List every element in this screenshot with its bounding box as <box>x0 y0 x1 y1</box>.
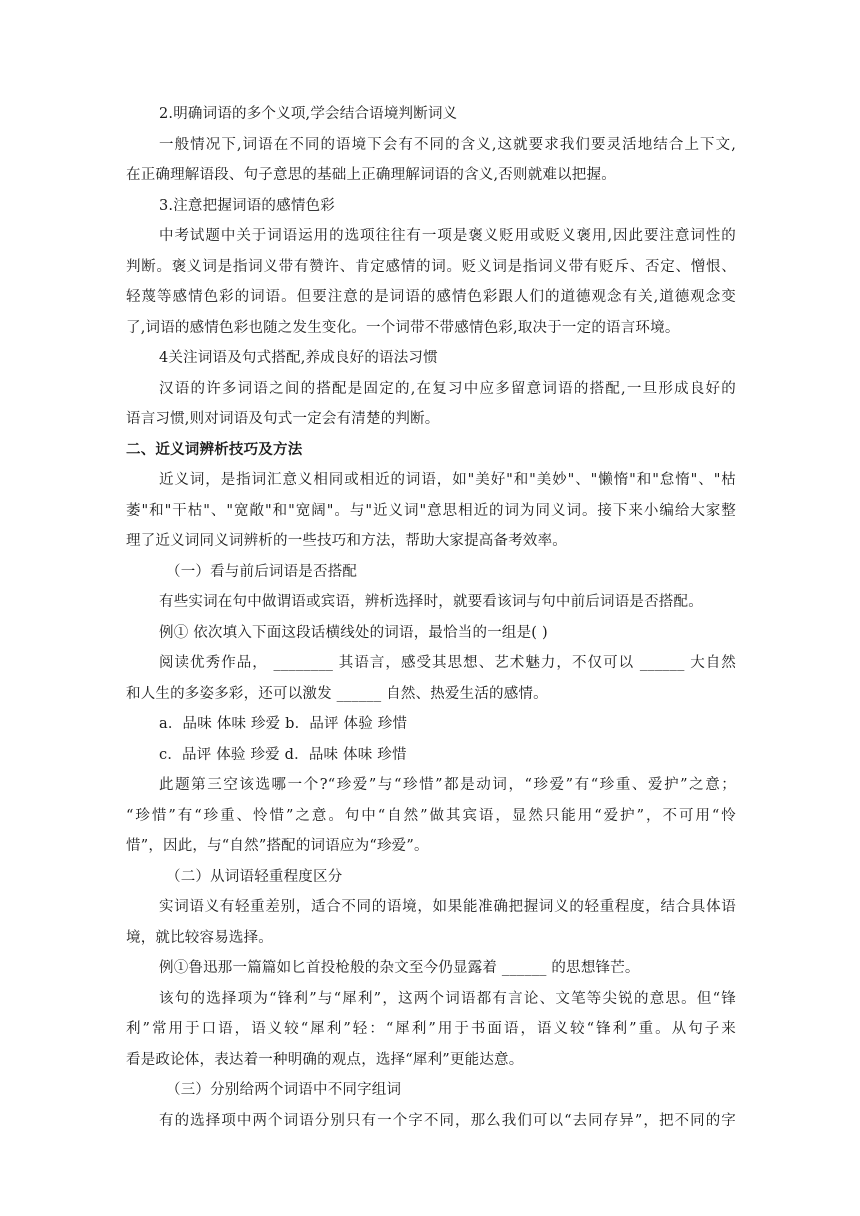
subsection-heading-2: （二）从词语轻重程度区分 <box>166 868 343 885</box>
paragraph-line: 理了近义词同义词辨析的一些技巧和方法，帮助大家提高备考效率。 <box>126 533 567 549</box>
paragraph-line: “珍惜”有“珍重、怜惜”之意。句中“自然”做其宾语，显然只能用“爱护”，不可用“怜 <box>126 807 736 824</box>
paragraph-line: 在正确理解语段、句子意思的基础上正确理解词语的含义,否则就难以把握。 <box>126 167 616 183</box>
answer-option-line: a．品味 体味 珍爱 b．品评 体验 珍惜 <box>159 716 408 732</box>
main-heading: 二、近义词辨析技巧及方法 <box>126 441 303 458</box>
paragraph-line: 有些实词在句中做谓语或宾语，辨析选择时，就要看该词与句中前后词语是否搭配。 <box>159 594 703 610</box>
paragraph-line: 了,词语的感情色彩也随之发生变化。一个词带不带感情色彩,取决于一定的语言环境。 <box>126 319 680 336</box>
example-passage-line: 阅读优秀作品， ________ 其语言，感受其思想、艺术魅力，不仅可以 ______ 大自然 <box>159 655 736 671</box>
paragraph-line: 实词语义有轻重差别，适合不同的语境，如果能准确把握词义的轻重程度，结合具体语 <box>159 899 736 915</box>
paragraph-line: 此题第三空该选哪一个?“珍爱”与“珍惜”都是动词，“珍爱”有“珍重、爱护”之意； <box>159 777 736 793</box>
paragraph-line: 该句的选择项为“锋利”与“犀利”，这两个词语都有言论、文笔等尖锐的意思。但“锋 <box>159 990 736 1007</box>
example-question: 例①鲁迅那一篇篇如匕首投枪般的杂文至今仍显露着 ______ 的思想锋芒。 <box>159 960 640 976</box>
section-heading-2: 2.明确词语的多个义项,学会结合语境判断词义 <box>159 106 458 122</box>
example-question: 例① 依次填入下面这段话横线处的词语，最恰当的一组是( ) <box>159 624 548 641</box>
paragraph-line: 汉语的许多词语之间的搭配是固定的,在复习中应多留意词语的搭配,一旦形成良好的 <box>159 380 736 397</box>
paragraph-line: 境，就比较容易选择。 <box>126 929 273 946</box>
answer-option-line: c．品评 体验 珍爱 d．品味 体味 珍惜 <box>159 746 407 763</box>
paragraph-line: 惜”，因此，与“自然”搭配的词语应为“珍爱”。 <box>126 838 429 854</box>
paragraph-line: 中考试题中关于词语运用的选项往往有一项是褒义贬用或贬义褒用,因此要注意词性的 <box>159 228 736 244</box>
paragraph-line: 萎"和"干枯"、"宽敞"和"宽阔"。与"近义词"意思相近的词为同义词。接下来小编给大家整 <box>126 502 736 519</box>
paragraph-line: 看是政论体，表达着一种明确的观点，选择“犀利”更能达意。 <box>126 1051 524 1068</box>
paragraph-line: 语言习惯,则对词语及句式一定会有清楚的判断。 <box>126 411 440 427</box>
subsection-heading-3: （三）分别给两个词语中不同字组词 <box>166 1082 402 1098</box>
paragraph-line: 有的选择项中两个词语分别只有一个字不同，那么我们可以“去同存异”，把不同的字 <box>159 1112 736 1129</box>
paragraph-line: 判断。褒义词是指词义带有赞许、肯定感情的词。贬义词是指词义带有贬斥、否定、憎恨、 <box>126 258 736 275</box>
paragraph-line: 轻蔑等感情色彩的词语。但要注意的是词语的感情色彩跟人们的道德观念有关,道德观念变 <box>126 289 736 305</box>
example-passage-line: 和人生的多姿多彩，还可以激发 ______ 自然、热爱生活的感情。 <box>126 685 548 702</box>
subsection-heading-1: （一）看与前后词语是否搭配 <box>166 563 358 580</box>
section-heading-3: 3.注意把握词语的感情色彩 <box>159 197 335 214</box>
section-heading-4: 4关注词语及句式搭配,养成良好的语法习惯 <box>159 350 438 366</box>
paragraph-line: 一般情况下,词语在不同的语境下会有不同的含义,这就要求我们要灵活地结合上下文, <box>159 136 736 153</box>
paragraph-line: 利”常用于口语，语义较“犀利”轻：“犀利”用于书面语，语义较“锋利”重。从句子来 <box>126 1021 736 1037</box>
paragraph-line: 近义词，是指词汇意义相同或相近的词语，如"美好"和"美妙"、"懒惰"和"怠惰"、"枯 <box>159 472 736 488</box>
document-body <box>126 102 736 1139</box>
